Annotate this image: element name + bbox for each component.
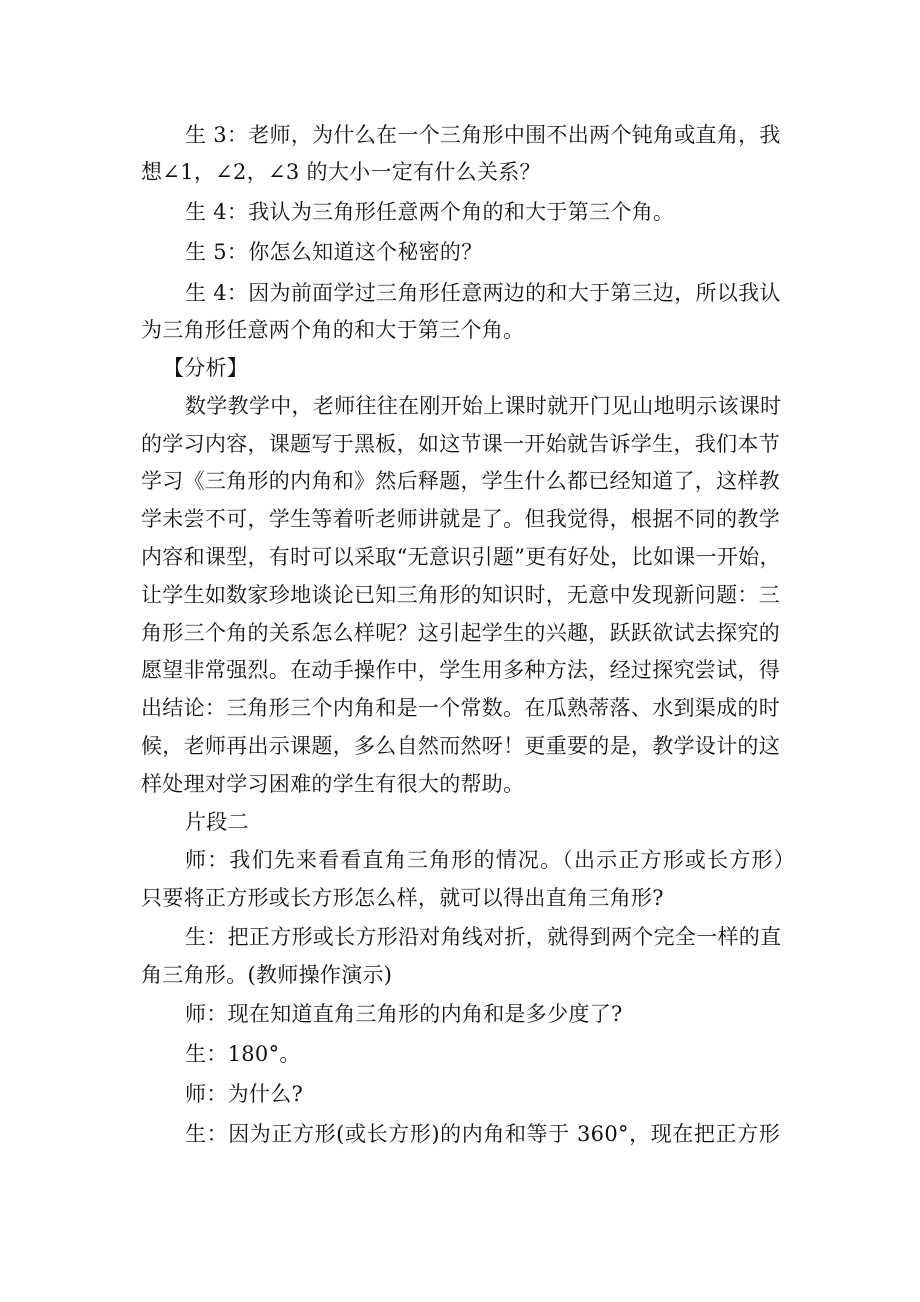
text-line: 出结论：三角形三个内角和是一个常数。在瓜熟蒂落、水到渠成的时 xyxy=(141,696,780,720)
text-line: 生：180°。 xyxy=(185,1042,301,1066)
text-line: 师：我们先来看看直角三角形的情况。（出示正方形或长方形） xyxy=(185,848,795,872)
text-line: 内容和课型，有时可以采取“无意识引题”更有好处，比如课一开始， xyxy=(141,545,781,569)
section-heading-analysis: 【分析】 xyxy=(163,356,249,380)
text-line: 师：现在知道直角三角形的内角和是多少度了? xyxy=(185,1002,623,1026)
text-line: 想∠1，∠2，∠3 的大小一定有什么关系？ xyxy=(141,160,541,184)
text-line: 生 4：我认为三角形任意两个角的和大于第三个角。 xyxy=(185,200,675,224)
text-line: 学未尝不可，学生等着听老师讲就是了。但我觉得，根据不同的教学 xyxy=(141,507,780,531)
text-line: 生：把正方形或长方形沿对角线对折，就得到两个完全一样的直 xyxy=(185,925,782,949)
text-line: 角形三个角的关系怎么样呢？这引起学生的兴趣，跃跃欲试去探究的 xyxy=(141,621,780,645)
text-line: 生 3：老师，为什么在一个三角形中围不出两个钝角或直角，我 xyxy=(185,123,781,147)
text-line: 只要将正方形或长方形怎么样，就可以得出直角三角形? xyxy=(141,886,664,910)
text-line: 的学习内容，课题写于黑板，如这节课一开始就告诉学生，我们本节 xyxy=(141,432,780,456)
text-line: 生 5：你怎么知道这个秘密的？ xyxy=(185,240,483,264)
text-line: 生 4：因为前面学过三角形任意两边的和大于第三边，所以我认 xyxy=(185,281,781,305)
text-line: 师：为什么? xyxy=(185,1082,304,1106)
text-line: 数学教学中，老师往往在刚开始上课时就开门见山地明示该课时 xyxy=(185,394,782,418)
text-line: 为三角形任意两个角的和大于第三个角。 xyxy=(141,318,525,342)
text-line: 生：因为正方形(或长方形)的内角和等于 360°，现在把正方形 xyxy=(185,1122,780,1146)
text-line: 候，老师再出示课题，多么自然而然呀！更重要的是，教学设计的这 xyxy=(141,734,780,758)
section-heading-excerpt-two: 片段二 xyxy=(185,810,249,834)
text-line: 角三角形。(教师操作演示) xyxy=(141,963,393,987)
text-line: 愿望非常强烈。在动手操作中，学生用多种方法，经过探究尝试，得 xyxy=(141,658,780,682)
text-line: 学习《三角形的内角和》然后释题，学生什么都已经知道了，这样教 xyxy=(141,469,780,493)
text-line: 让学生如数家珍地谈论已知三角形的知识时，无意中发现新问题：三 xyxy=(141,583,780,607)
text-line: 样处理对学习困难的学生有很大的帮助。 xyxy=(141,772,525,796)
